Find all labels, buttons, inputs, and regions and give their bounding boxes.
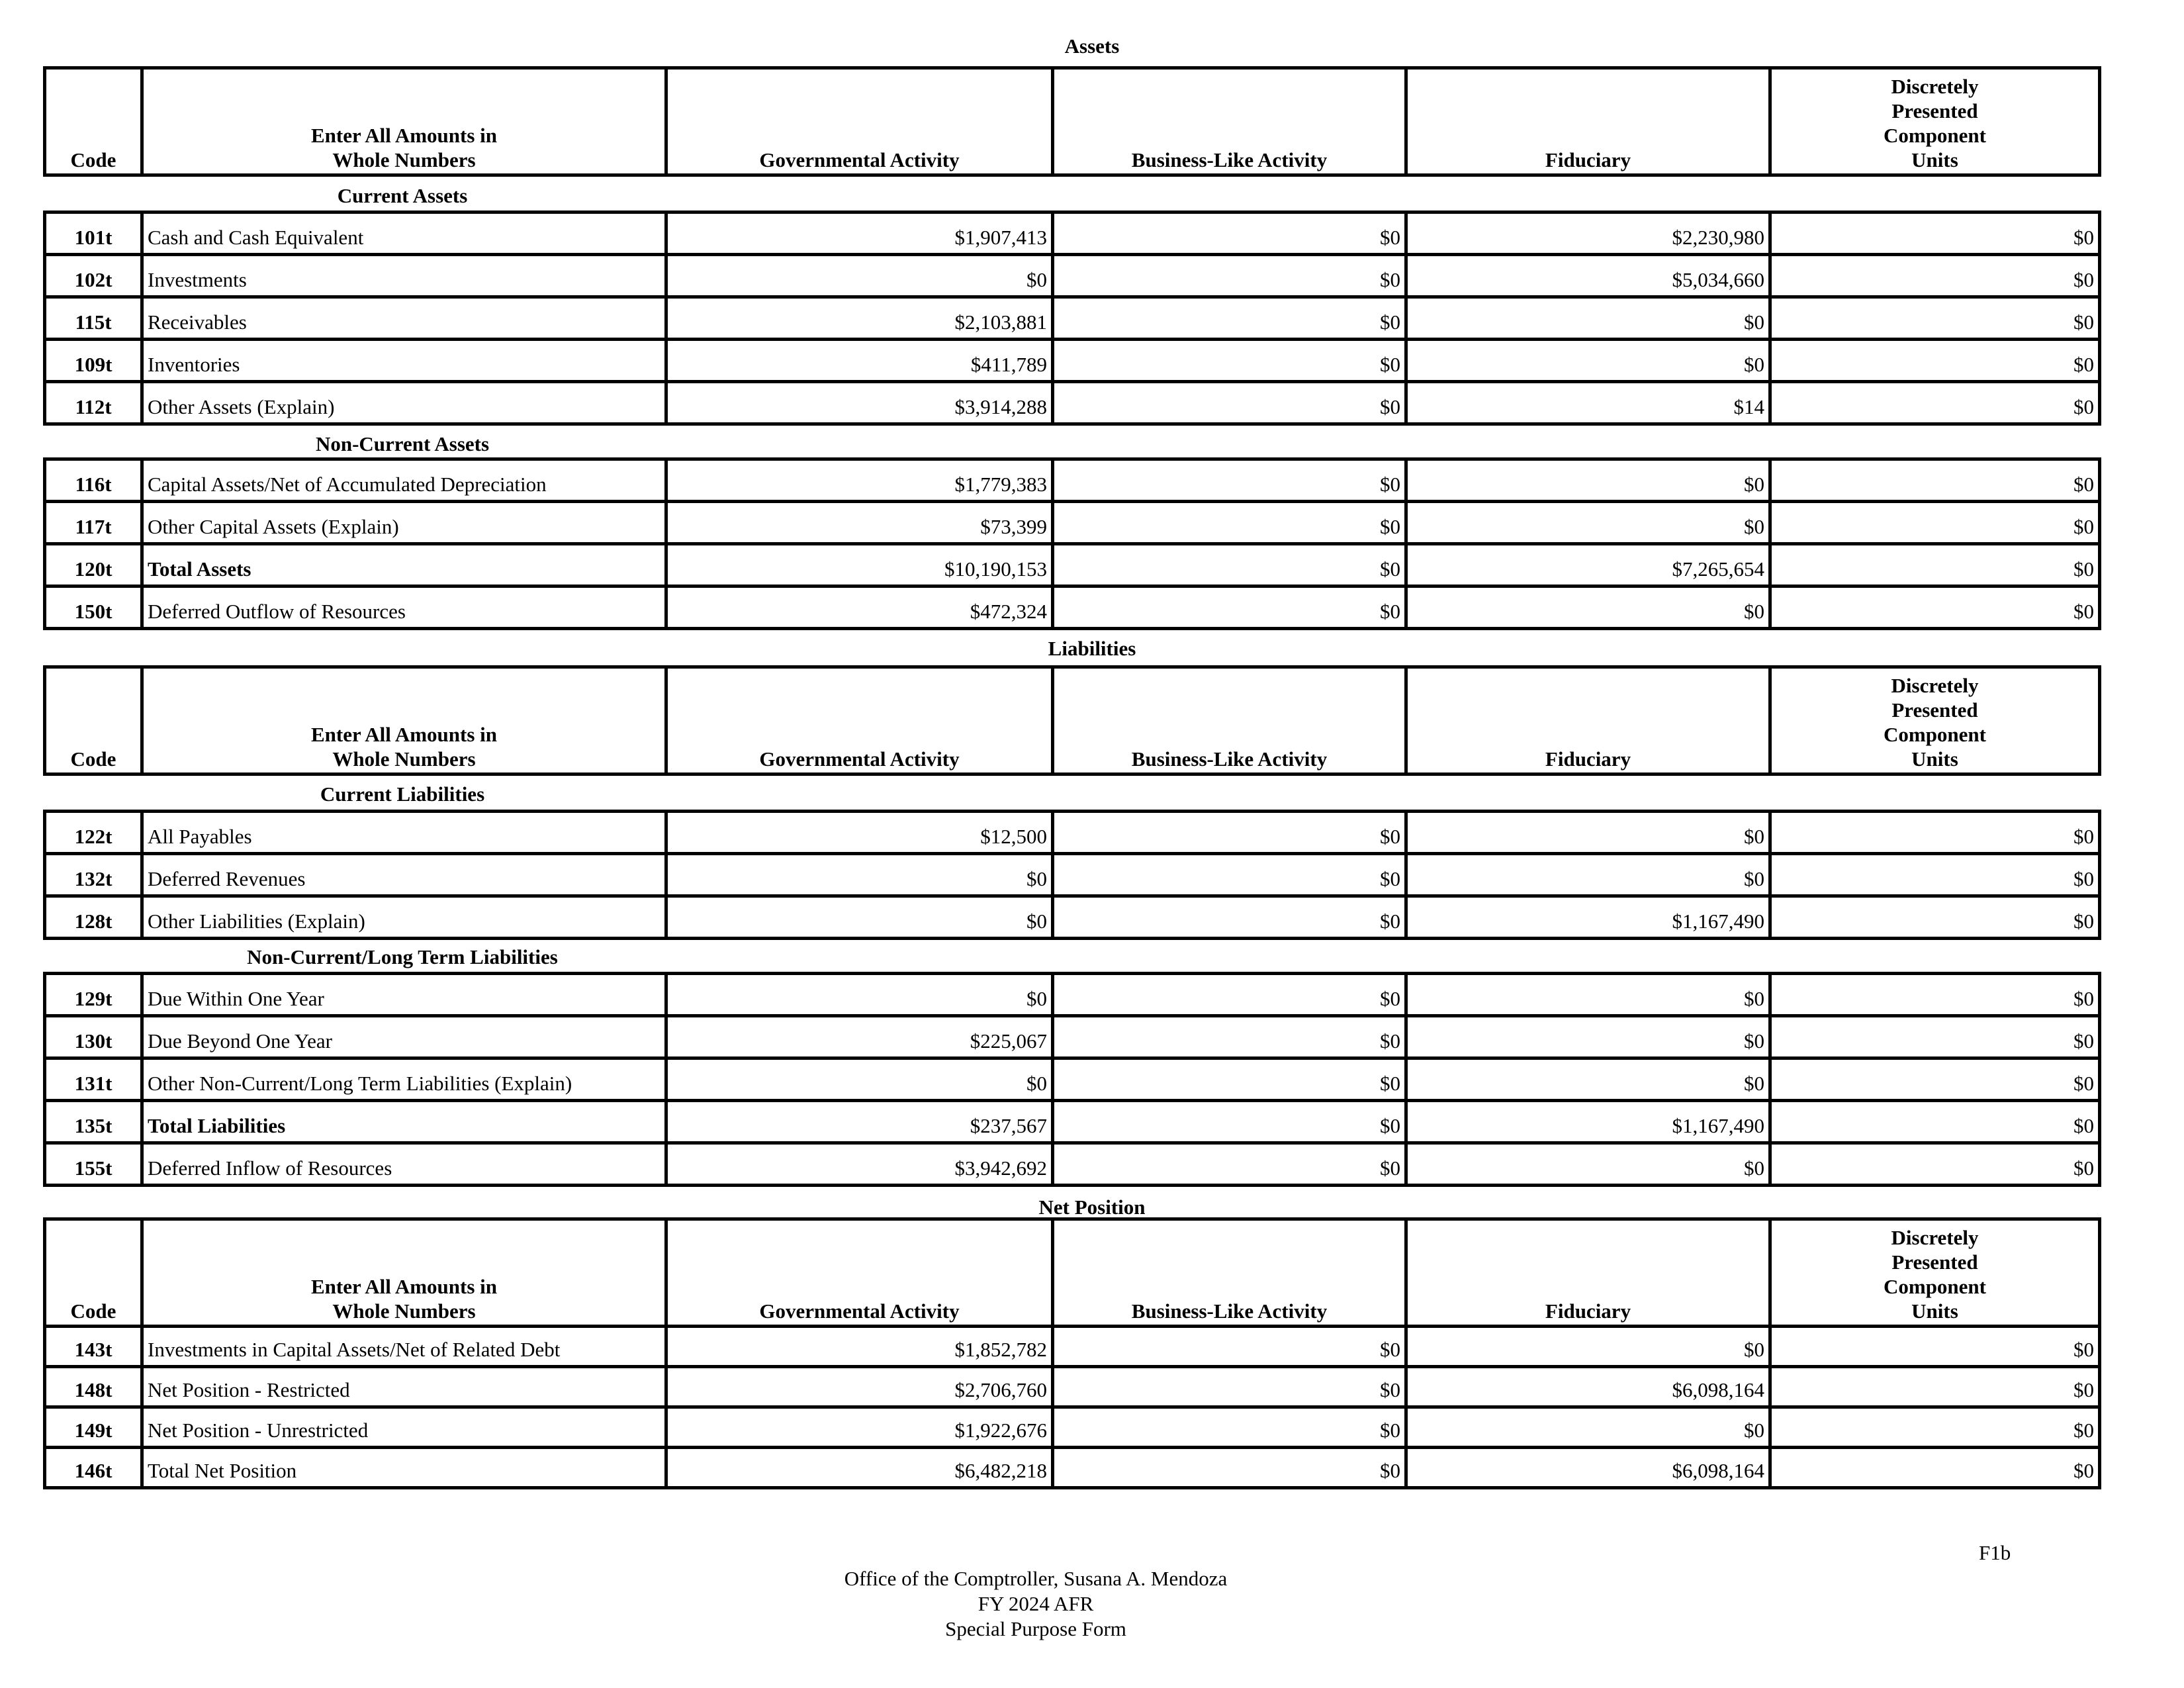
business-value: $0 — [1053, 974, 1406, 1016]
table-row — [45, 212, 2100, 255]
col-header-code: Code — [45, 667, 142, 774]
row-code: 146t — [45, 1448, 142, 1488]
fiduciary-value: $0 — [1406, 1143, 1770, 1186]
fiduciary-value: $0 — [1406, 340, 1770, 382]
noncurrent-liabilities-label: Non-Current/Long Term Liabilities — [247, 945, 558, 968]
noncurrent-liabilities-table — [43, 972, 2101, 1187]
fiduciary-value: $0 — [1406, 297, 1770, 340]
governmental-value: $0 — [666, 896, 1053, 939]
row-label: Receivables — [142, 297, 666, 340]
governmental-value: $12,500 — [666, 812, 1053, 854]
business-value: $0 — [1053, 502, 1406, 544]
business-value: $0 — [1053, 255, 1406, 297]
net-position-table — [43, 1217, 2101, 1489]
fiduciary-value: $6,098,164 — [1406, 1367, 1770, 1407]
table-row — [45, 502, 2100, 544]
row-code: 117t — [45, 502, 142, 544]
governmental-value: $225,067 — [666, 1016, 1053, 1058]
row-label: Inventories — [142, 340, 666, 382]
col-header-description: Enter All Amounts in Whole Numbers — [142, 667, 666, 774]
row-code: 143t — [45, 1327, 142, 1367]
governmental-value: $0 — [666, 854, 1053, 896]
current-assets-label: Current Assets — [337, 184, 468, 207]
business-value: $0 — [1053, 459, 1406, 502]
business-value: $0 — [1053, 382, 1406, 424]
governmental-value: $3,914,288 — [666, 382, 1053, 424]
component-units-value: $0 — [1770, 255, 2100, 297]
component-units-value: $0 — [1770, 382, 2100, 424]
governmental-value: $2,103,881 — [666, 297, 1053, 340]
table-row — [45, 1327, 2100, 1367]
table-row — [45, 1143, 2100, 1186]
table-row — [45, 854, 2100, 896]
col-header-dpcu: Discretely Presented Component Units — [1770, 667, 2100, 774]
row-code: 131t — [45, 1058, 142, 1101]
current-assets-table — [43, 211, 2101, 426]
row-code: 149t — [45, 1407, 142, 1448]
governmental-value: $237,567 — [666, 1101, 1053, 1143]
col-header-fiduciary: Fiduciary — [1406, 68, 1770, 175]
table-row — [45, 255, 2100, 297]
current-liabilities-table — [43, 810, 2101, 940]
col-header-description: Enter All Amounts in Whole Numbers — [142, 68, 666, 175]
col-header-fiduciary: Fiduciary — [1406, 1219, 1770, 1327]
row-label: Net Position - Unrestricted — [142, 1407, 666, 1448]
liabilities-section-title: Liabilities — [1048, 637, 1136, 660]
row-code: 122t — [45, 812, 142, 854]
business-value: $0 — [1053, 1327, 1406, 1367]
fiduciary-value: $0 — [1406, 812, 1770, 854]
row-label: Other Assets (Explain) — [142, 382, 666, 424]
row-code: 116t — [45, 459, 142, 502]
governmental-value: $1,779,383 — [666, 459, 1053, 502]
component-units-value: $0 — [1770, 974, 2100, 1016]
row-label: Other Non-Current/Long Term Liabilities (Explain) — [142, 1058, 666, 1101]
liabilities-header-table — [43, 665, 2101, 776]
table-row — [45, 459, 2100, 502]
footer-fiscal-year: FY 2024 AFR — [978, 1592, 1094, 1615]
component-units-value: $0 — [1770, 896, 2100, 939]
footer-office: Office of the Comptroller, Susana A. Mendoza — [844, 1567, 1228, 1590]
table-row — [45, 1016, 2100, 1058]
col-header-dpcu: Discretely Presented Component Units — [1770, 1219, 2100, 1327]
business-value: $0 — [1053, 586, 1406, 629]
assets-section-title: Assets — [1064, 34, 1120, 58]
table-row — [45, 1058, 2100, 1101]
row-label: Due Within One Year — [142, 974, 666, 1016]
row-code: 112t — [45, 382, 142, 424]
component-units-value: $0 — [1770, 1143, 2100, 1186]
fiduciary-value: $0 — [1406, 459, 1770, 502]
row-code: 155t — [45, 1143, 142, 1186]
business-value: $0 — [1053, 812, 1406, 854]
table-row — [45, 896, 2100, 939]
row-code: 128t — [45, 896, 142, 939]
fiduciary-value: $0 — [1406, 502, 1770, 544]
col-header-description: Enter All Amounts in Whole Numbers — [142, 1219, 666, 1327]
governmental-value: $73,399 — [666, 502, 1053, 544]
governmental-value: $1,907,413 — [666, 212, 1053, 255]
row-label: Deferred Outflow of Resources — [142, 586, 666, 629]
business-value: $0 — [1053, 1016, 1406, 1058]
row-code: 130t — [45, 1016, 142, 1058]
form-id: F1b — [1979, 1541, 2011, 1564]
row-label: Other Liabilities (Explain) — [142, 896, 666, 939]
component-units-value: $0 — [1770, 1327, 2100, 1367]
governmental-value: $411,789 — [666, 340, 1053, 382]
governmental-value: $472,324 — [666, 586, 1053, 629]
component-units-value: $0 — [1770, 1101, 2100, 1143]
component-units-value: $0 — [1770, 1448, 2100, 1488]
business-value: $0 — [1053, 340, 1406, 382]
current-liabilities-label: Current Liabilities — [320, 782, 485, 806]
fiduciary-value: $14 — [1406, 382, 1770, 424]
row-label: Other Capital Assets (Explain) — [142, 502, 666, 544]
table-row — [45, 1407, 2100, 1448]
governmental-value: $2,706,760 — [666, 1367, 1053, 1407]
governmental-value: $0 — [666, 1058, 1053, 1101]
col-header-business: Business-Like Activity — [1053, 1219, 1406, 1327]
fiduciary-value: $1,167,490 — [1406, 1101, 1770, 1143]
noncurrent-assets-table — [43, 457, 2101, 630]
table-row — [45, 1101, 2100, 1143]
row-code: 102t — [45, 255, 142, 297]
row-code: 148t — [45, 1367, 142, 1407]
fiduciary-value: $6,098,164 — [1406, 1448, 1770, 1488]
row-label: Net Position - Restricted — [142, 1367, 666, 1407]
table-row — [45, 1448, 2100, 1488]
table-row — [45, 586, 2100, 629]
net-position-section-title: Net Position — [1038, 1196, 1146, 1219]
business-value: $0 — [1053, 854, 1406, 896]
fiduciary-value: $0 — [1406, 586, 1770, 629]
component-units-value: $0 — [1770, 1058, 2100, 1101]
row-code: 109t — [45, 340, 142, 382]
row-label: All Payables — [142, 812, 666, 854]
row-label: Investments — [142, 255, 666, 297]
row-label: Total Assets — [142, 544, 666, 586]
table-row — [45, 544, 2100, 586]
table-row — [45, 340, 2100, 382]
table-row — [45, 812, 2100, 854]
business-value: $0 — [1053, 1058, 1406, 1101]
component-units-value: $0 — [1770, 1367, 2100, 1407]
component-units-value: $0 — [1770, 340, 2100, 382]
row-label: Investments in Capital Assets/Net of Related Debt — [142, 1327, 666, 1367]
fiduciary-value: $0 — [1406, 1016, 1770, 1058]
business-value: $0 — [1053, 544, 1406, 586]
fiduciary-value: $0 — [1406, 974, 1770, 1016]
component-units-value: $0 — [1770, 1016, 2100, 1058]
business-value: $0 — [1053, 896, 1406, 939]
component-units-value: $0 — [1770, 502, 2100, 544]
col-header-code: Code — [45, 1219, 142, 1327]
row-label: Due Beyond One Year — [142, 1016, 666, 1058]
row-label: Deferred Revenues — [142, 854, 666, 896]
component-units-value: $0 — [1770, 812, 2100, 854]
component-units-value: $0 — [1770, 544, 2100, 586]
business-value: $0 — [1053, 1367, 1406, 1407]
component-units-value: $0 — [1770, 586, 2100, 629]
governmental-value: $6,482,218 — [666, 1448, 1053, 1488]
component-units-value: $0 — [1770, 854, 2100, 896]
row-label: Capital Assets/Net of Accumulated Depreciation — [142, 459, 666, 502]
fiduciary-value: $2,230,980 — [1406, 212, 1770, 255]
col-header-governmental: Governmental Activity — [666, 68, 1053, 175]
assets-header-table — [43, 66, 2101, 177]
business-value: $0 — [1053, 1143, 1406, 1186]
row-code: 129t — [45, 974, 142, 1016]
table-row — [45, 382, 2100, 424]
col-header-business: Business-Like Activity — [1053, 667, 1406, 774]
governmental-value: $0 — [666, 974, 1053, 1016]
col-header-code: Code — [45, 68, 142, 175]
col-header-governmental: Governmental Activity — [666, 1219, 1053, 1327]
component-units-value: $0 — [1770, 297, 2100, 340]
governmental-value: $3,942,692 — [666, 1143, 1053, 1186]
governmental-value: $1,922,676 — [666, 1407, 1053, 1448]
governmental-value: $0 — [666, 255, 1053, 297]
fiduciary-value: $7,265,654 — [1406, 544, 1770, 586]
footer-form-type: Special Purpose Form — [945, 1617, 1126, 1640]
fiduciary-value: $0 — [1406, 1058, 1770, 1101]
row-code: 115t — [45, 297, 142, 340]
fiduciary-value: $0 — [1406, 1407, 1770, 1448]
row-code: 135t — [45, 1101, 142, 1143]
business-value: $0 — [1053, 1101, 1406, 1143]
fiduciary-value: $1,167,490 — [1406, 896, 1770, 939]
table-row — [45, 1367, 2100, 1407]
noncurrent-assets-label: Non-Current Assets — [315, 432, 490, 455]
business-value: $0 — [1053, 212, 1406, 255]
component-units-value: $0 — [1770, 212, 2100, 255]
row-label: Cash and Cash Equivalent — [142, 212, 666, 255]
fiduciary-value: $5,034,660 — [1406, 255, 1770, 297]
row-code: 132t — [45, 854, 142, 896]
governmental-value: $1,852,782 — [666, 1327, 1053, 1367]
business-value: $0 — [1053, 297, 1406, 340]
row-label: Total Net Position — [142, 1448, 666, 1488]
business-value: $0 — [1053, 1407, 1406, 1448]
governmental-value: $10,190,153 — [666, 544, 1053, 586]
row-code: 101t — [45, 212, 142, 255]
fiduciary-value: $0 — [1406, 854, 1770, 896]
col-header-business: Business-Like Activity — [1053, 68, 1406, 175]
col-header-fiduciary: Fiduciary — [1406, 667, 1770, 774]
table-row — [45, 297, 2100, 340]
component-units-value: $0 — [1770, 1407, 2100, 1448]
row-code: 120t — [45, 544, 142, 586]
table-row — [45, 974, 2100, 1016]
business-value: $0 — [1053, 1448, 1406, 1488]
col-header-dpcu: Discretely Presented Component Units — [1770, 68, 2100, 175]
row-label: Total Liabilities — [142, 1101, 666, 1143]
row-label: Deferred Inflow of Resources — [142, 1143, 666, 1186]
fiduciary-value: $0 — [1406, 1327, 1770, 1367]
row-code: 150t — [45, 586, 142, 629]
component-units-value: $0 — [1770, 459, 2100, 502]
col-header-governmental: Governmental Activity — [666, 667, 1053, 774]
